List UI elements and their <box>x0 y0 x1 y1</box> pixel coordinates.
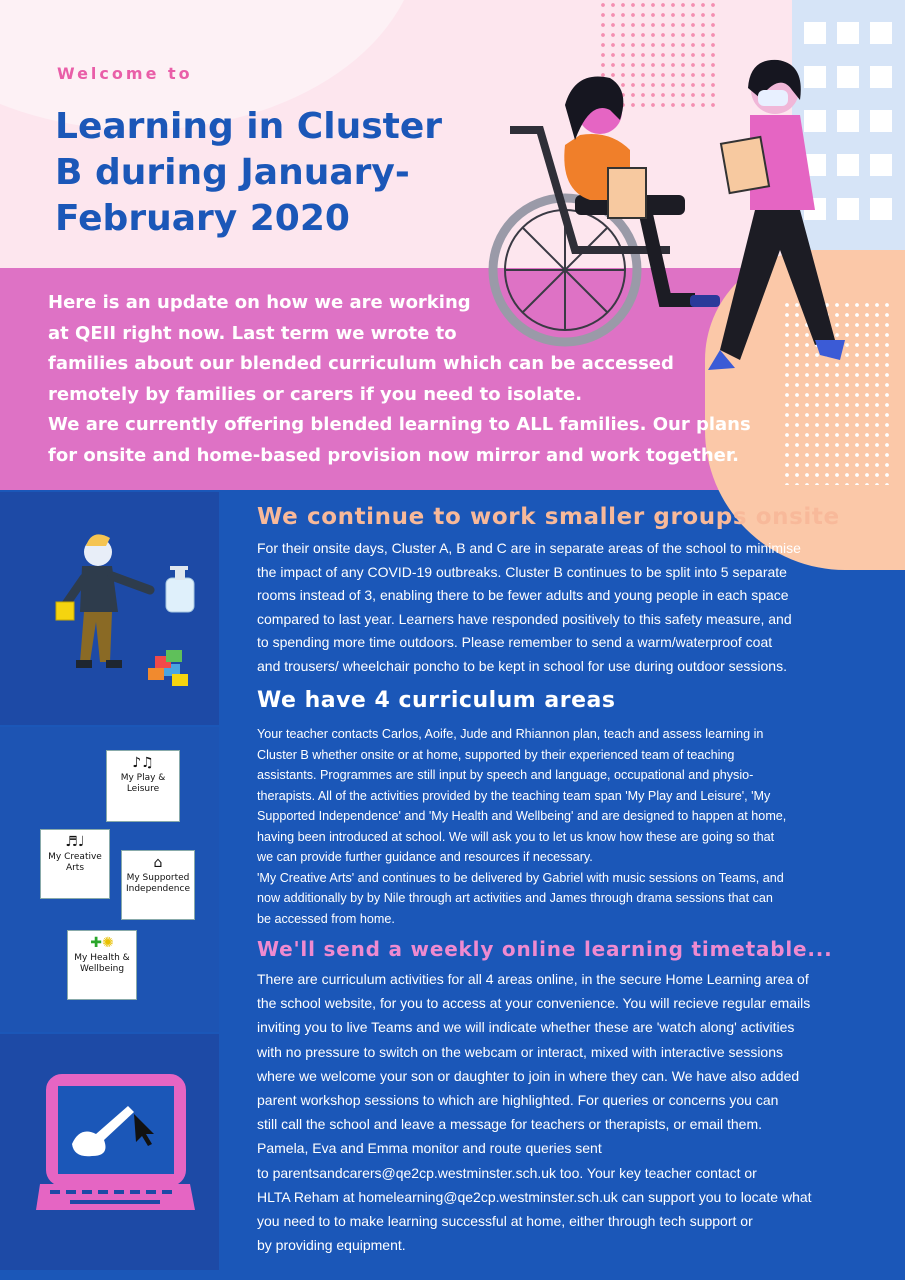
body-line: with no pressure to switch on the webcam or interact, mixed with interactive sessions <box>257 1043 784 1060</box>
intro-line: at QEII right now. Last term we wrote to <box>48 322 457 344</box>
handwashing-illustration <box>0 492 219 725</box>
body-line: Your teacher contacts Carlos, Aoife, Jude and Rhiannon plan, teach and assess learning in <box>257 727 764 741</box>
window-icon <box>870 154 892 176</box>
window-icon <box>870 22 892 44</box>
laptop-panel <box>0 1034 219 1270</box>
body-line: and trousers/ wheelchair poncho to be kept in school for use during outdoor sessions. <box>257 657 787 674</box>
body-line: Pamela, Eva and Emma monitor and route queries sent <box>257 1140 602 1157</box>
card-label: My Play & Leisure <box>120 773 166 794</box>
card-label: My Health & Wellbeing <box>74 953 130 974</box>
music-notes-icon: ♬♩ <box>65 834 85 850</box>
intro-line: for onsite and home-based provision now mirror and work together. <box>48 444 740 466</box>
body-line: Cluster B whether onsite or at home, supported by their experienced team of teaching <box>257 747 735 762</box>
card-label: My Supported Independence <box>125 873 190 894</box>
body-line: to parentsandcarers@qe2cp.westminster.sch.uk too. Your key teacher contact or <box>257 1164 757 1181</box>
body-line: having been introduced at school. We will ask you to let us know how these are going so that <box>257 829 775 844</box>
welcome-label: Welcome to <box>57 64 193 83</box>
body-line: There are curriculum activities for all 4 areas online, in the secure Home Learning area of <box>257 971 809 987</box>
section-heading-onsite-groups: We continue to work smaller groups onsite <box>257 504 840 530</box>
intro-line: families about our blended curriculum which can be accessed <box>48 353 674 374</box>
card-my-supported-independence <box>121 850 195 920</box>
window-icon <box>870 66 892 88</box>
intro-line: remotely by families or carers if you need to isolate. <box>48 383 583 405</box>
body-line: parent workshop sessions to which are highlighted. For queries or concerns you can <box>257 1092 779 1109</box>
card-my-creative-arts <box>40 829 110 899</box>
page-title <box>55 104 455 242</box>
intro-line: Here is an update on how we are working <box>48 292 471 313</box>
card-my-health-wellbeing <box>67 930 137 1000</box>
body-line: assistants. Programmes are still input by speech and language, occupational and physio- <box>257 768 754 782</box>
title-line: B during January- <box>55 152 410 193</box>
body-line: to spending more time outdoors. Please remember to send a warm/waterproof coat <box>257 634 773 650</box>
card-my-play-leisure <box>106 750 180 822</box>
hygiene-panel <box>0 492 219 725</box>
body-line: by providing equipment. <box>257 1237 406 1254</box>
window-icon <box>804 22 826 44</box>
body-line: now additionally by by Nile through art activities and James through drama sessions that can <box>257 891 773 905</box>
laptop-illustration <box>0 1034 219 1270</box>
window-icon <box>870 198 892 220</box>
body-line: 'My Creative Arts' and continues to be delivered by Gabriel with music sessions on Teams, and <box>257 870 784 885</box>
body-line: we can provide further guidance and resources if necessary. <box>257 850 593 864</box>
intro-line: We are currently offering blended learning to ALL families. Our plans <box>48 414 751 435</box>
intro-text <box>48 288 751 471</box>
body-line: Supported Independence' and 'My Health and Wellbeing' and are designed to happen at home, <box>257 809 787 823</box>
body-line: you need to to make learning successful at home, either through tech support or <box>257 1213 753 1230</box>
house-icon: ⌂ <box>153 855 163 871</box>
window-icon <box>837 22 859 44</box>
body-line: compared to last year. Learners have responded positively to this safety measure, and <box>257 610 792 627</box>
body-line: the school website, for you to access at your convenience. You will recieve regular emails <box>257 995 811 1012</box>
section-body-curriculum-areas <box>257 724 786 929</box>
body-line: the impact of any COVID-19 outbreaks. Cluster B continues to be split into 5 separate <box>257 563 787 580</box>
section-body-onsite-groups <box>257 537 801 678</box>
body-line: where we welcome your son or daughter to join in where they can. We have also added <box>257 1067 800 1084</box>
window-icon <box>870 110 892 132</box>
play-symbol-icon: ♪♫ <box>132 755 154 771</box>
health-cross-icon: ✚✺ <box>90 935 114 951</box>
body-line: HLTA Reham at homelearning@qe2cp.westminster.sch.uk can support you to locate what <box>257 1188 812 1205</box>
body-line: rooms instead of 3, enabling there to be fewer adults and young people in each space <box>257 587 789 603</box>
body-line: therapists. All of the activities provided by the teaching team span 'My Play and Leisure', 'My <box>257 788 771 803</box>
title-line: Learning in Cluster <box>55 106 442 147</box>
body-line: For their onsite days, Cluster A, B and C are in separate areas of the school to minimise <box>257 540 801 556</box>
section-body-weekly-timetable <box>257 967 812 1257</box>
section-heading-weekly-timetable: We'll send a weekly online learning timetable... <box>257 937 833 961</box>
body-line: still call the school and leave a message for teachers or therapists, or email them. <box>257 1116 763 1133</box>
body-line: be accessed from home. <box>257 911 395 926</box>
title-line: February 2020 <box>55 198 350 239</box>
body-line: inviting you to live Teams and we will indicate whether these are 'watch along' activities <box>257 1019 795 1036</box>
section-heading-curriculum-areas: We have 4 curriculum areas <box>257 688 616 713</box>
card-label: My Creative Arts <box>48 852 102 873</box>
